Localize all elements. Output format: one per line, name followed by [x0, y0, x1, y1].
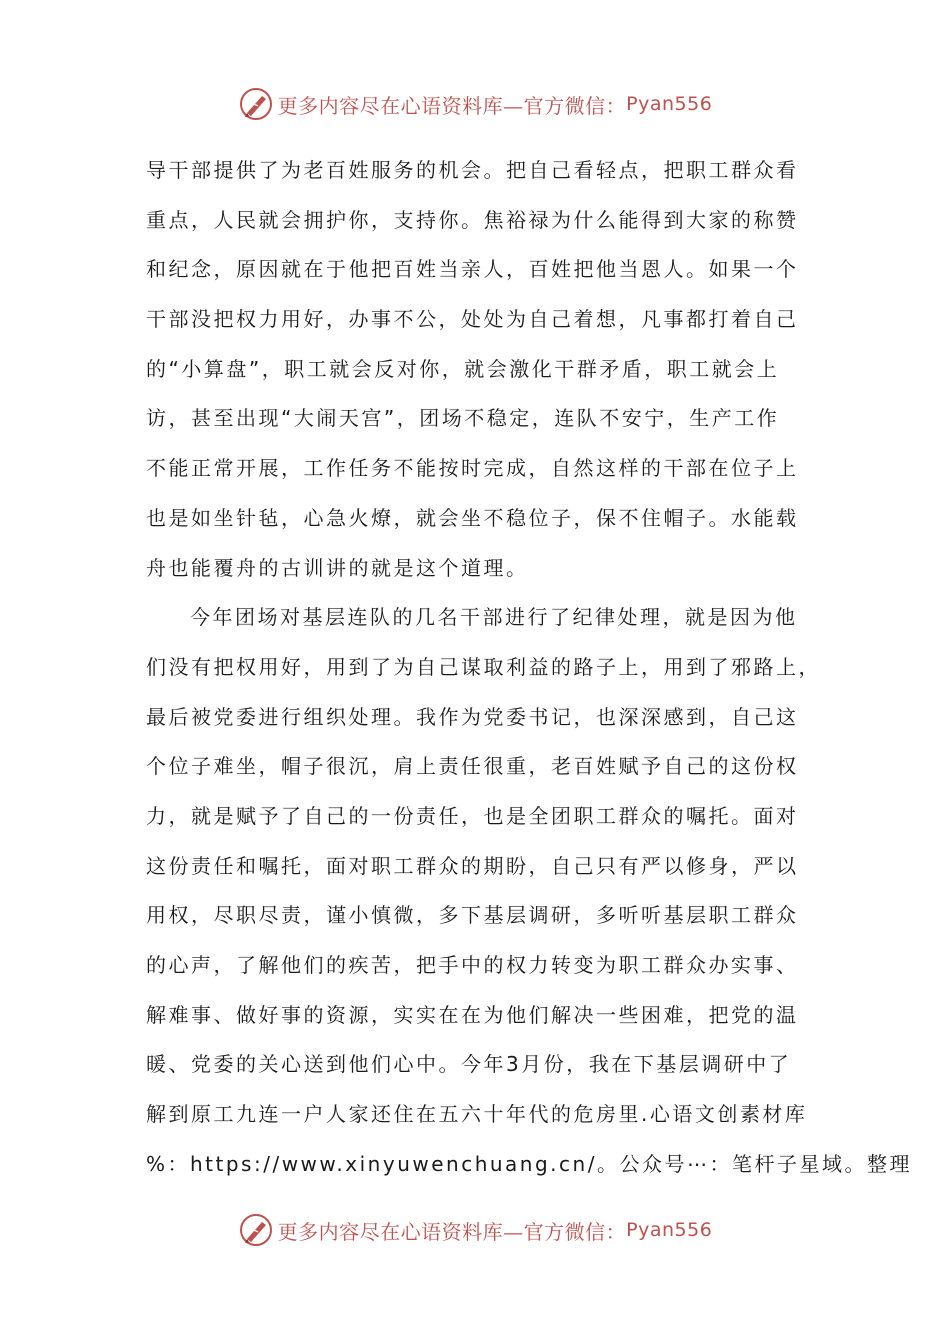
pen-logo-icon [238, 1212, 274, 1248]
text-line: 访，甚至出现“大闹天宫”，团场不稳定，连队不安宁，生产工作 [146, 406, 780, 431]
footer-banner [0, 1208, 950, 1252]
text-line: 不能正常开展，工作任务不能按时完成，自然这样的干部在位子上 [146, 456, 799, 481]
text-line: 解难事、做好事的资源，实实在在为他们解决一些困难，把党的温 [146, 1002, 799, 1027]
footer-wechat-id: Pyan556 [626, 1219, 713, 1241]
text-line: 最后被党委进行组织处理。我作为党委书记，也深深感到，自己这 [146, 704, 799, 729]
header-banner [0, 82, 950, 126]
text-line: 舟也能覆舟的古训讲的就是这个道理。 [146, 555, 529, 580]
text-line: 们没有把权用好，用到了为自己谋取利益的路子上，用到了邪路上， [146, 654, 821, 679]
text-line: 的心声，了解他们的疾苦，把手中的权力转变为职工群众办实事、 [146, 953, 799, 977]
text-line: 和纪念，原因就在于他把百姓当亲人，百姓把他当恩人。如果一个 [146, 257, 799, 282]
text-line: 暖、党委的关心送到他们心中。今年3月份，我在下基层调研中了 [146, 1052, 792, 1077]
paragraph-2 [146, 593, 912, 1189]
document-body [146, 146, 912, 1189]
pen-logo-icon [238, 86, 274, 122]
text-line: 导干部提供了为老百姓服务的机会。把自己看轻点，把职工群众看 [146, 158, 799, 182]
text-line: %：https://www.xinyuwenchuang.cn/。公众号⋯：笔杆子星域。整理 [146, 1151, 912, 1176]
paragraph-1 [146, 146, 816, 593]
footer-banner-text: 更多内容尽在心语资料库—官方微信： [277, 1219, 627, 1244]
text-line: 也是如坐针毡，心急火燎，就会坐不稳位子，保不住帽子。水能载 [146, 505, 799, 530]
text-line: 重点，人民就会拥护你，支持你。焦裕禄为什么能得到大家的称赞 [146, 207, 799, 232]
text-line: 力，就是赋予了自己的一份责任，也是全团职工群众的嘱托。面对 [146, 803, 799, 828]
text-line: 今年团场对基层连队的几名干部进行了纪律处理，就是因为他 [190, 605, 798, 630]
text-line: 干部没把权力用好，办事不公，处处为自己着想，凡事都打着自己 [146, 307, 799, 332]
header-wechat-id: Pyan556 [626, 93, 713, 115]
text-line: 用权，尽职尽责，谨小慎微，多下基层调研，多听听基层职工群众 [146, 903, 799, 928]
text-line: 个位子难坐，帽子很沉，肩上责任很重，老百姓赋予自己的这份权 [146, 754, 799, 779]
header-banner-text: 更多内容尽在心语资料库—官方微信： [277, 93, 627, 118]
text-line: 解到原工九连一户人家还住在五六十年代的危房里.心语文创素材库 [146, 1102, 808, 1127]
text-line: 的“小算盘”，职工就会反对你，就会激化干群矛盾，职工就会上 [146, 356, 780, 381]
text-line: 这份责任和嘱托，面对职工群众的期盼，自己只有严以修身，严以 [146, 853, 799, 878]
